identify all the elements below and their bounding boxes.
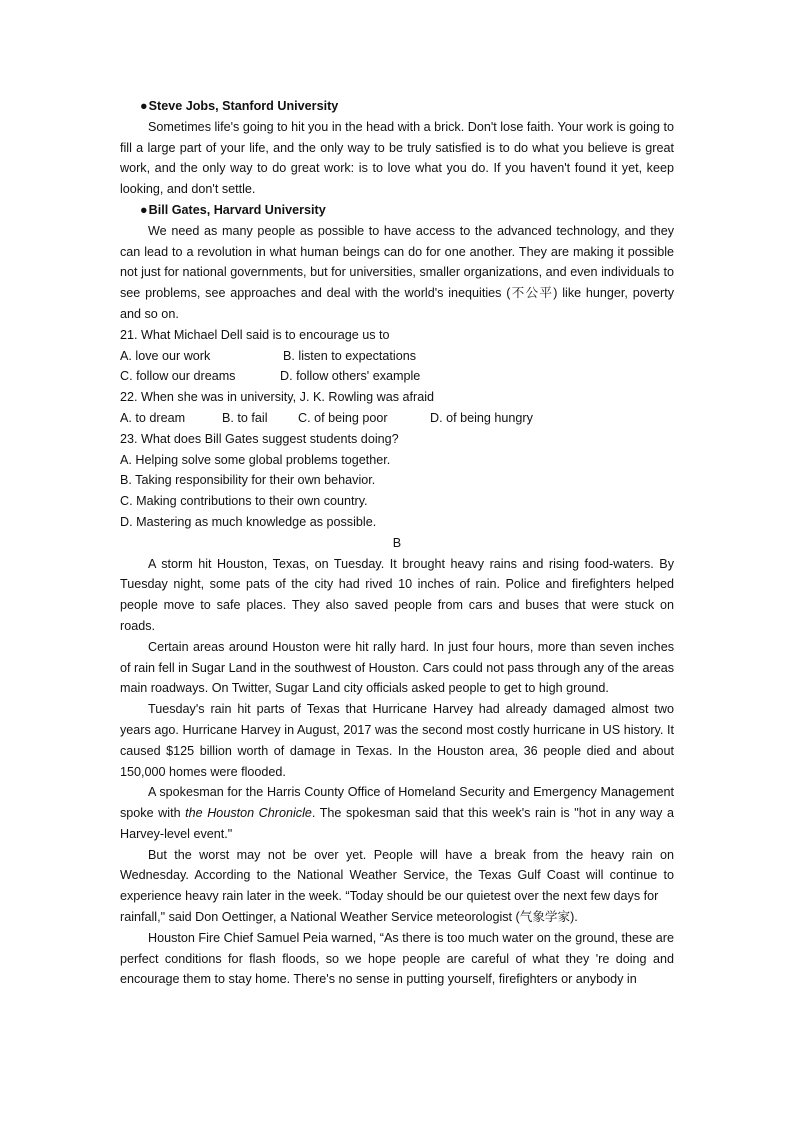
question-22-options [120, 408, 674, 429]
document-page [120, 96, 674, 990]
option-21-b: B. listen to expectations [283, 348, 417, 363]
bullet-icon: ● [140, 202, 148, 217]
option-21-a: A. love our work [120, 348, 211, 363]
option-22-c: C. of being poor [298, 410, 388, 425]
option-23-d: D. Mastering as much knowledge as possible. [120, 514, 377, 529]
question-21-options-row2 [120, 366, 674, 387]
option-22-d: D. of being hungry [430, 410, 533, 425]
question-23: 23. What does Bill Gates suggest students doing? [120, 431, 399, 446]
question-21-options-row1 [120, 346, 674, 367]
option-23-b: B. Taking responsibility for their own behavior. [120, 473, 376, 488]
option-23-a: A. Helping solve some global problems together. [120, 452, 391, 467]
section-b-label: B [392, 535, 402, 550]
passage-b-paragraph-6: Houston Fire Chief Samuel Peia warned, “As there is too much water on the ground, these are perfect conditions for flash floods, so we hope people are careful of what they 're doing and encourage them to stay home. There's no sense in putting yourself, firefighters or anybody in [120, 930, 674, 987]
option-23-c: C. Making contributions to their own country. [120, 494, 368, 509]
jobs-quote: Sometimes life's going to hit you in the head with a brick. Don't lose faith. Your work is going to fill a large part of your life, and the only way to be truly satisfied is to do what you believe is great work, and the only way to do great work: is to love what you do. If you haven't found it yet, keep looking, and don't settle. [120, 119, 674, 197]
gates-quote: We need as many people as possible to have access to the advanced technology, and they can lead to a revolution in what human beings can do for one another. They are making it possible not just for national governments, but for universities, smaller organizations, and even individuals to see problems, see approaches and deal with the world's inequities (不公平) like hunger, poverty and so on. [120, 223, 674, 321]
passage-b-paragraph-4: A spokesman for the Harris County Office of Homeland Security and Emergency Management spoke with the Houston Chronicle. The spokesman said that this week's rain is "hot in any way a Harvey-level event." [120, 785, 675, 841]
option-21-d: D. follow others' example [280, 369, 421, 384]
option-22-a: A. to dream [120, 410, 186, 425]
gates-heading: ●Bill Gates, Harvard University [140, 202, 326, 217]
passage-b-paragraph-5: But the worst may not be over yet. People will have a break from the heavy rain on Wednesday. According to the National Weather Service, the Texas Gulf Coast will continue to experience heavy rain later in the week. “Today should be our quietest over the next few days for [120, 847, 674, 904]
jobs-heading: ●Steve Jobs, Stanford University [140, 99, 339, 113]
passage-b-paragraph-2: Certain areas around Houston were hit rally hard. In just four hours, more than seven inches of rain fell in Sugar Land in the southwest of Houston. Cars could not pass through any of the areas main roadways. On Twitter, Sugar Land city officials asked people to get to high ground. [120, 639, 674, 696]
passage-b-paragraph-5-continued: rainfall," said Don Oettinger, a National Weather Service meteorologist (气象学家). [120, 910, 578, 925]
newspaper-title: the Houston Chronicle [185, 806, 312, 821]
option-22-b: B. to fail [222, 410, 268, 425]
question-21: 21. What Michael Dell said is to encourage us to [120, 327, 390, 342]
bullet-icon: ● [140, 99, 148, 113]
option-21-c: C. follow our dreams [120, 369, 236, 384]
passage-b-paragraph-3: Tuesday's rain hit parts of Texas that Hurricane Harvey had already damaged almost two years ago. Hurricane Harvey in August, 2017 was the second most costly hurricane in US history. It caused $125 billion worth of damage in Texas. In the Houston area, 36 people died and about 150,000 homes were flooded. [120, 702, 674, 779]
passage-b-paragraph-1: A storm hit Houston, Texas, on Tuesday. It brought heavy rains and rising food-waters. By Tuesday night, some pats of the city had rived 10 inches of rain. Police and firefighters helped people move to safe places. They also saved people from cars and buses that were stuck on roads. [120, 556, 674, 633]
question-22: 22. When she was in university, J. K. Rowling was afraid [120, 390, 435, 405]
